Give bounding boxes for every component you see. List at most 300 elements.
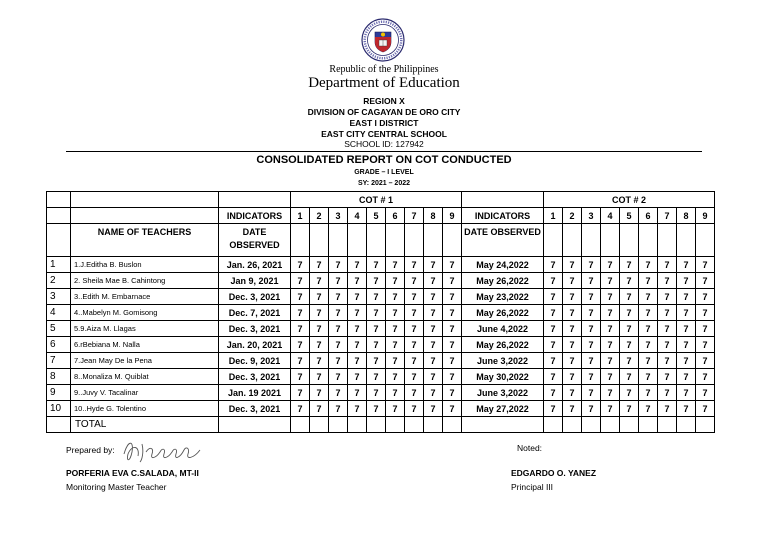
cot2-score: 7 — [696, 369, 715, 385]
cot2-score: 7 — [582, 401, 601, 417]
cot1-score: 7 — [329, 385, 348, 401]
indicator-number: 4 — [348, 208, 367, 224]
cot2-score: 7 — [639, 385, 658, 401]
cot1-score: 7 — [348, 337, 367, 353]
indicator-number: 1 — [544, 208, 563, 224]
cot1-score: 7 — [348, 289, 367, 305]
blank-cell — [677, 224, 696, 257]
cot2-score: 7 — [563, 273, 582, 289]
blank-cell — [424, 224, 443, 257]
cot1-score: 7 — [310, 321, 329, 337]
school-id: SCHOOL ID: 127942 — [344, 139, 424, 149]
cot2-score: 7 — [601, 273, 620, 289]
cot2-score: 7 — [563, 289, 582, 305]
cot1-score: 7 — [310, 273, 329, 289]
indicator-number: 6 — [386, 208, 405, 224]
cot2-score: 7 — [696, 353, 715, 369]
cot2-score: 7 — [639, 257, 658, 273]
cot2-score: 7 — [639, 321, 658, 337]
blank-cell — [601, 417, 620, 433]
cot2-score: 7 — [677, 401, 696, 417]
cot2-date: June 4,2022 — [462, 321, 544, 337]
cot1-score: 7 — [348, 257, 367, 273]
cot2-score: 7 — [677, 385, 696, 401]
cot1-score: 7 — [405, 337, 424, 353]
indicators-label: INDICATORS — [219, 208, 291, 224]
row-number: 4 — [47, 305, 71, 321]
row-number: 10 — [47, 401, 71, 417]
teacher-name: 9..Juvy V. Tacalinar — [71, 385, 219, 401]
indicator-number: 5 — [367, 208, 386, 224]
blank-cell — [544, 417, 563, 433]
cot1-score: 7 — [291, 401, 310, 417]
blank-cell — [386, 224, 405, 257]
cot1-score: 7 — [291, 337, 310, 353]
teacher-name: 4..Mabelyn M. Gomisong — [71, 305, 219, 321]
cot1-score: 7 — [424, 321, 443, 337]
cot2-score: 7 — [677, 369, 696, 385]
row-number: 6 — [47, 337, 71, 353]
row-number: 3 — [47, 289, 71, 305]
blank-cell — [601, 224, 620, 257]
cot1-score: 7 — [310, 385, 329, 401]
cot2-score: 7 — [620, 257, 639, 273]
cot2-score: 7 — [544, 273, 563, 289]
cot2-score: 7 — [620, 337, 639, 353]
cot1-score: 7 — [367, 353, 386, 369]
cot2-score: 7 — [696, 289, 715, 305]
cot2-score: 7 — [582, 385, 601, 401]
cot1-score: 7 — [329, 369, 348, 385]
blank-cell — [582, 224, 601, 257]
cot1-score: 7 — [367, 273, 386, 289]
cot1-score: 7 — [310, 305, 329, 321]
cot1-score: 7 — [443, 289, 462, 305]
cot2-score: 7 — [601, 401, 620, 417]
cot2-score: 7 — [677, 321, 696, 337]
cot2-score: 7 — [677, 353, 696, 369]
cot2-score: 7 — [620, 353, 639, 369]
cot1-score: 7 — [367, 257, 386, 273]
indicator-number: 2 — [563, 208, 582, 224]
total-row — [47, 417, 715, 433]
blank-cell — [47, 224, 71, 257]
cot1-score: 7 — [386, 337, 405, 353]
cot2-score: 7 — [658, 273, 677, 289]
cot2-score: 7 — [544, 401, 563, 417]
table-row — [47, 385, 715, 401]
total-label: TOTAL — [71, 417, 219, 433]
cot1-score: 7 — [424, 257, 443, 273]
cot2-score: 7 — [658, 353, 677, 369]
cot2-score: 7 — [639, 401, 658, 417]
cot2-score: 7 — [658, 369, 677, 385]
blank-cell — [291, 224, 310, 257]
cot2-score: 7 — [563, 353, 582, 369]
noted-by-position: Principal III — [511, 482, 554, 492]
cot1-score: 7 — [443, 369, 462, 385]
cot1-score: 7 — [424, 369, 443, 385]
column-header-row — [47, 224, 715, 257]
cot2-score: 7 — [601, 321, 620, 337]
cot1-score: 7 — [424, 305, 443, 321]
cot2-score: 7 — [658, 321, 677, 337]
cot1-score: 7 — [367, 321, 386, 337]
cot2-score: 7 — [601, 305, 620, 321]
division-line: DIVISION OF CAGAYAN DE ORO CITY — [307, 107, 461, 117]
teacher-name: 10..Hyde G. Tolentino — [71, 401, 219, 417]
cot2-score: 7 — [696, 337, 715, 353]
table-row — [47, 369, 715, 385]
blank-cell — [582, 417, 601, 433]
prepared-by-label: Prepared by: — [66, 445, 115, 455]
cot2-date: May 24,2022 — [462, 257, 544, 273]
blank-cell — [677, 417, 696, 433]
cot1-score: 7 — [405, 401, 424, 417]
cot2-score: 7 — [639, 273, 658, 289]
cot2-score: 7 — [544, 337, 563, 353]
cot1-score: 7 — [367, 337, 386, 353]
cot2-date: May 26,2022 — [462, 337, 544, 353]
cot1-score: 7 — [443, 257, 462, 273]
cot1-score: 7 — [386, 369, 405, 385]
indicator-number: 8 — [424, 208, 443, 224]
cot1-score: 7 — [310, 337, 329, 353]
cot1-score: 7 — [367, 401, 386, 417]
cot2-score: 7 — [601, 337, 620, 353]
cot2-score: 7 — [677, 273, 696, 289]
cot2-score: 7 — [582, 289, 601, 305]
cot2-score: 7 — [620, 385, 639, 401]
cot1-score: 7 — [329, 337, 348, 353]
cot2-score: 7 — [696, 385, 715, 401]
teacher-name: 7.Jean May De la Pena — [71, 353, 219, 369]
cot2-score: 7 — [582, 337, 601, 353]
cot1-score: 7 — [405, 321, 424, 337]
cot1-score: 7 — [367, 385, 386, 401]
indicator-number: 8 — [677, 208, 696, 224]
grade-level: GRADE – I LEVEL — [354, 169, 414, 176]
deped-seal-icon — [361, 18, 405, 62]
district-line: EAST I DISTRICT — [349, 118, 419, 128]
cot2-score: 7 — [677, 337, 696, 353]
cot2-score: 7 — [620, 321, 639, 337]
blank-cell — [658, 417, 677, 433]
blank-cell — [386, 417, 405, 433]
cot1-score: 7 — [424, 337, 443, 353]
blank-cell — [367, 224, 386, 257]
cot1-score: 7 — [310, 257, 329, 273]
cot1-score: 7 — [291, 273, 310, 289]
blank-cell — [563, 417, 582, 433]
cot1-score: 7 — [329, 401, 348, 417]
cot1-score: 7 — [291, 321, 310, 337]
cot2-score: 7 — [544, 369, 563, 385]
cot1-score: 7 — [443, 401, 462, 417]
cot2-score: 7 — [620, 369, 639, 385]
blank-cell — [329, 417, 348, 433]
cot2-date: May 26,2022 — [462, 305, 544, 321]
cot1-score: 7 — [348, 273, 367, 289]
cot2-date: May 26,2022 — [462, 273, 544, 289]
cot2-date: May 27,2022 — [462, 401, 544, 417]
blank-cell — [310, 224, 329, 257]
indicator-number: 9 — [443, 208, 462, 224]
cot2-score: 7 — [582, 321, 601, 337]
cot2-score: 7 — [677, 289, 696, 305]
cot1-score: 7 — [386, 305, 405, 321]
noted-label: Noted: — [517, 443, 543, 453]
republic-line: Republic of the Philippines — [329, 64, 439, 75]
indicator-number: 7 — [658, 208, 677, 224]
cot-header-row — [47, 192, 715, 208]
cot1-score: 7 — [291, 305, 310, 321]
cot1-score: 7 — [405, 257, 424, 273]
cot1-score: 7 — [443, 385, 462, 401]
row-number: 7 — [47, 353, 71, 369]
cot2-score: 7 — [544, 289, 563, 305]
cot1-score: 7 — [443, 273, 462, 289]
cot1-score: 7 — [443, 321, 462, 337]
cot2-score: 7 — [601, 369, 620, 385]
cot2-score: 7 — [563, 305, 582, 321]
table-row — [47, 305, 715, 321]
table-row — [47, 337, 715, 353]
blank-cell — [71, 192, 219, 208]
cot1-date: Dec. 9, 2021 — [219, 353, 291, 369]
cot1-date: Jan 9, 2021 — [219, 273, 291, 289]
cot1-date: Jan. 19 2021 — [219, 385, 291, 401]
date-header: DATE OBSERVED — [462, 224, 544, 257]
indicator-number: 3 — [582, 208, 601, 224]
cot2-score: 7 — [658, 401, 677, 417]
indicator-number: 7 — [405, 208, 424, 224]
indicator-number: 4 — [601, 208, 620, 224]
cot1-score: 7 — [443, 305, 462, 321]
cot1-score: 7 — [405, 305, 424, 321]
department-name: Department of Education — [308, 75, 460, 91]
cot1-date: Jan. 20, 2021 — [219, 337, 291, 353]
cot2-date: June 3,2022 — [462, 353, 544, 369]
cot2-score: 7 — [620, 289, 639, 305]
indicator-number: 6 — [639, 208, 658, 224]
cot2-header: COT # 2 — [544, 192, 715, 208]
cot2-score: 7 — [544, 257, 563, 273]
blank-cell — [219, 192, 291, 208]
cot1-date: Dec. 3, 2021 — [219, 401, 291, 417]
cot1-date: Dec. 3, 2021 — [219, 369, 291, 385]
cot2-score: 7 — [639, 337, 658, 353]
blank-cell — [348, 224, 367, 257]
blank-cell — [405, 224, 424, 257]
cot2-score: 7 — [582, 257, 601, 273]
indicators-row — [47, 208, 715, 224]
prepared-by-position: Monitoring Master Teacher — [66, 482, 167, 492]
date-header: DATE OBSERVED — [219, 224, 291, 257]
cot2-score: 7 — [620, 401, 639, 417]
cot2-score: 7 — [601, 385, 620, 401]
blank-cell — [443, 224, 462, 257]
school-year: SY: 2021 – 2022 — [357, 180, 411, 187]
report-title: CONSOLIDATED REPORT ON COT CONDUCTED — [256, 154, 512, 166]
cot1-score: 7 — [348, 401, 367, 417]
indicator-number: 3 — [329, 208, 348, 224]
teacher-name: 5.9.Aiza M. Llagas — [71, 321, 219, 337]
cot2-date: June 3,2022 — [462, 385, 544, 401]
blank-cell — [696, 417, 715, 433]
blank-cell — [71, 208, 219, 224]
cot1-score: 7 — [367, 289, 386, 305]
indicator-number: 1 — [291, 208, 310, 224]
row-number: 5 — [47, 321, 71, 337]
cot2-score: 7 — [582, 273, 601, 289]
cot1-score: 7 — [329, 273, 348, 289]
row-number: 9 — [47, 385, 71, 401]
cot2-score: 7 — [582, 353, 601, 369]
cot2-score: 7 — [658, 289, 677, 305]
blank-cell — [47, 192, 71, 208]
blank-cell — [367, 417, 386, 433]
cot1-date: Dec. 3, 2021 — [219, 321, 291, 337]
cot2-score: 7 — [658, 257, 677, 273]
cot1-score: 7 — [329, 305, 348, 321]
cot2-score: 7 — [601, 257, 620, 273]
cot2-score: 7 — [544, 353, 563, 369]
cot2-score: 7 — [696, 257, 715, 273]
cot1-score: 7 — [329, 353, 348, 369]
cot1-score: 7 — [291, 289, 310, 305]
cot2-score: 7 — [696, 305, 715, 321]
cot1-date: Dec. 7, 2021 — [219, 305, 291, 321]
row-number: 1 — [47, 257, 71, 273]
region-line: REGION X — [363, 96, 405, 106]
header-divider — [66, 151, 702, 152]
cot1-score: 7 — [291, 369, 310, 385]
cot2-score: 7 — [544, 305, 563, 321]
table-row — [47, 353, 715, 369]
blank-cell — [696, 224, 715, 257]
cot1-header: COT # 1 — [291, 192, 462, 208]
cot1-score: 7 — [386, 257, 405, 273]
cot1-score: 7 — [310, 289, 329, 305]
blank-cell — [658, 224, 677, 257]
cot1-score: 7 — [405, 385, 424, 401]
cot2-score: 7 — [582, 305, 601, 321]
blank-cell — [424, 417, 443, 433]
row-number: 2 — [47, 273, 71, 289]
cot1-score: 7 — [386, 353, 405, 369]
cot2-score: 7 — [696, 321, 715, 337]
cot1-date: Jan. 26, 2021 — [219, 257, 291, 273]
cot1-score: 7 — [405, 273, 424, 289]
cot2-score: 7 — [677, 305, 696, 321]
indicator-number: 9 — [696, 208, 715, 224]
cot2-score: 7 — [544, 321, 563, 337]
cot1-date: Dec. 3, 2021 — [219, 289, 291, 305]
cot2-score: 7 — [601, 289, 620, 305]
cot2-date: May 23,2022 — [462, 289, 544, 305]
table-row — [47, 321, 715, 337]
teacher-name: 1.J.Editha B. Buslon — [71, 257, 219, 273]
cot2-score: 7 — [563, 257, 582, 273]
row-number: 8 — [47, 369, 71, 385]
cot2-score: 7 — [544, 385, 563, 401]
table-row — [47, 273, 715, 289]
cot2-score: 7 — [563, 401, 582, 417]
blank-cell — [443, 417, 462, 433]
prepared-by-name: PORFERIA EVA C.SALADA, MT-II — [66, 468, 199, 478]
cot1-score: 7 — [405, 289, 424, 305]
cot1-score: 7 — [291, 257, 310, 273]
indicator-number: 5 — [620, 208, 639, 224]
cot1-score: 7 — [386, 273, 405, 289]
cot2-score: 7 — [677, 257, 696, 273]
blank-cell — [219, 417, 291, 433]
cot-report-table — [46, 191, 715, 433]
blank-cell — [620, 224, 639, 257]
cot1-score: 7 — [424, 401, 443, 417]
indicators-label: INDICATORS — [462, 208, 544, 224]
teacher-name: 8..Monaliza M. Quiblat — [71, 369, 219, 385]
cot1-score: 7 — [443, 353, 462, 369]
cot2-score: 7 — [696, 401, 715, 417]
cot1-score: 7 — [424, 385, 443, 401]
cot1-score: 7 — [348, 385, 367, 401]
cot1-score: 7 — [329, 321, 348, 337]
cot1-score: 7 — [386, 385, 405, 401]
cot2-score: 7 — [563, 385, 582, 401]
cot1-score: 7 — [348, 353, 367, 369]
cot1-score: 7 — [386, 401, 405, 417]
cot1-score: 7 — [291, 385, 310, 401]
cot2-score: 7 — [620, 273, 639, 289]
cot1-score: 7 — [367, 369, 386, 385]
cot2-date: May 30,2022 — [462, 369, 544, 385]
cot1-score: 7 — [424, 273, 443, 289]
cot2-score: 7 — [639, 305, 658, 321]
table-row — [47, 289, 715, 305]
blank-cell — [639, 417, 658, 433]
cot1-score: 7 — [386, 289, 405, 305]
cot1-score: 7 — [386, 321, 405, 337]
teacher-name: 3..Edith M. Embarnace — [71, 289, 219, 305]
cot2-score: 7 — [639, 369, 658, 385]
cot1-score: 7 — [329, 257, 348, 273]
blank-cell — [329, 224, 348, 257]
school-line: EAST CITY CENTRAL SCHOOL — [321, 129, 447, 139]
blank-cell — [462, 192, 544, 208]
blank-cell — [544, 224, 563, 257]
cot2-score: 7 — [658, 337, 677, 353]
cot1-score: 7 — [291, 353, 310, 369]
blank-cell — [47, 417, 71, 433]
cot2-score: 7 — [658, 305, 677, 321]
cot1-score: 7 — [367, 305, 386, 321]
blank-cell — [310, 417, 329, 433]
table-row — [47, 401, 715, 417]
cot1-score: 7 — [310, 369, 329, 385]
name-header: NAME OF TEACHERS — [71, 224, 219, 257]
cot2-score: 7 — [582, 369, 601, 385]
indicator-number: 2 — [310, 208, 329, 224]
cot2-score: 7 — [696, 273, 715, 289]
cot2-score: 7 — [620, 305, 639, 321]
blank-cell — [620, 417, 639, 433]
cot2-score: 7 — [639, 289, 658, 305]
cot1-score: 7 — [348, 321, 367, 337]
blank-cell — [405, 417, 424, 433]
cot2-score: 7 — [563, 337, 582, 353]
